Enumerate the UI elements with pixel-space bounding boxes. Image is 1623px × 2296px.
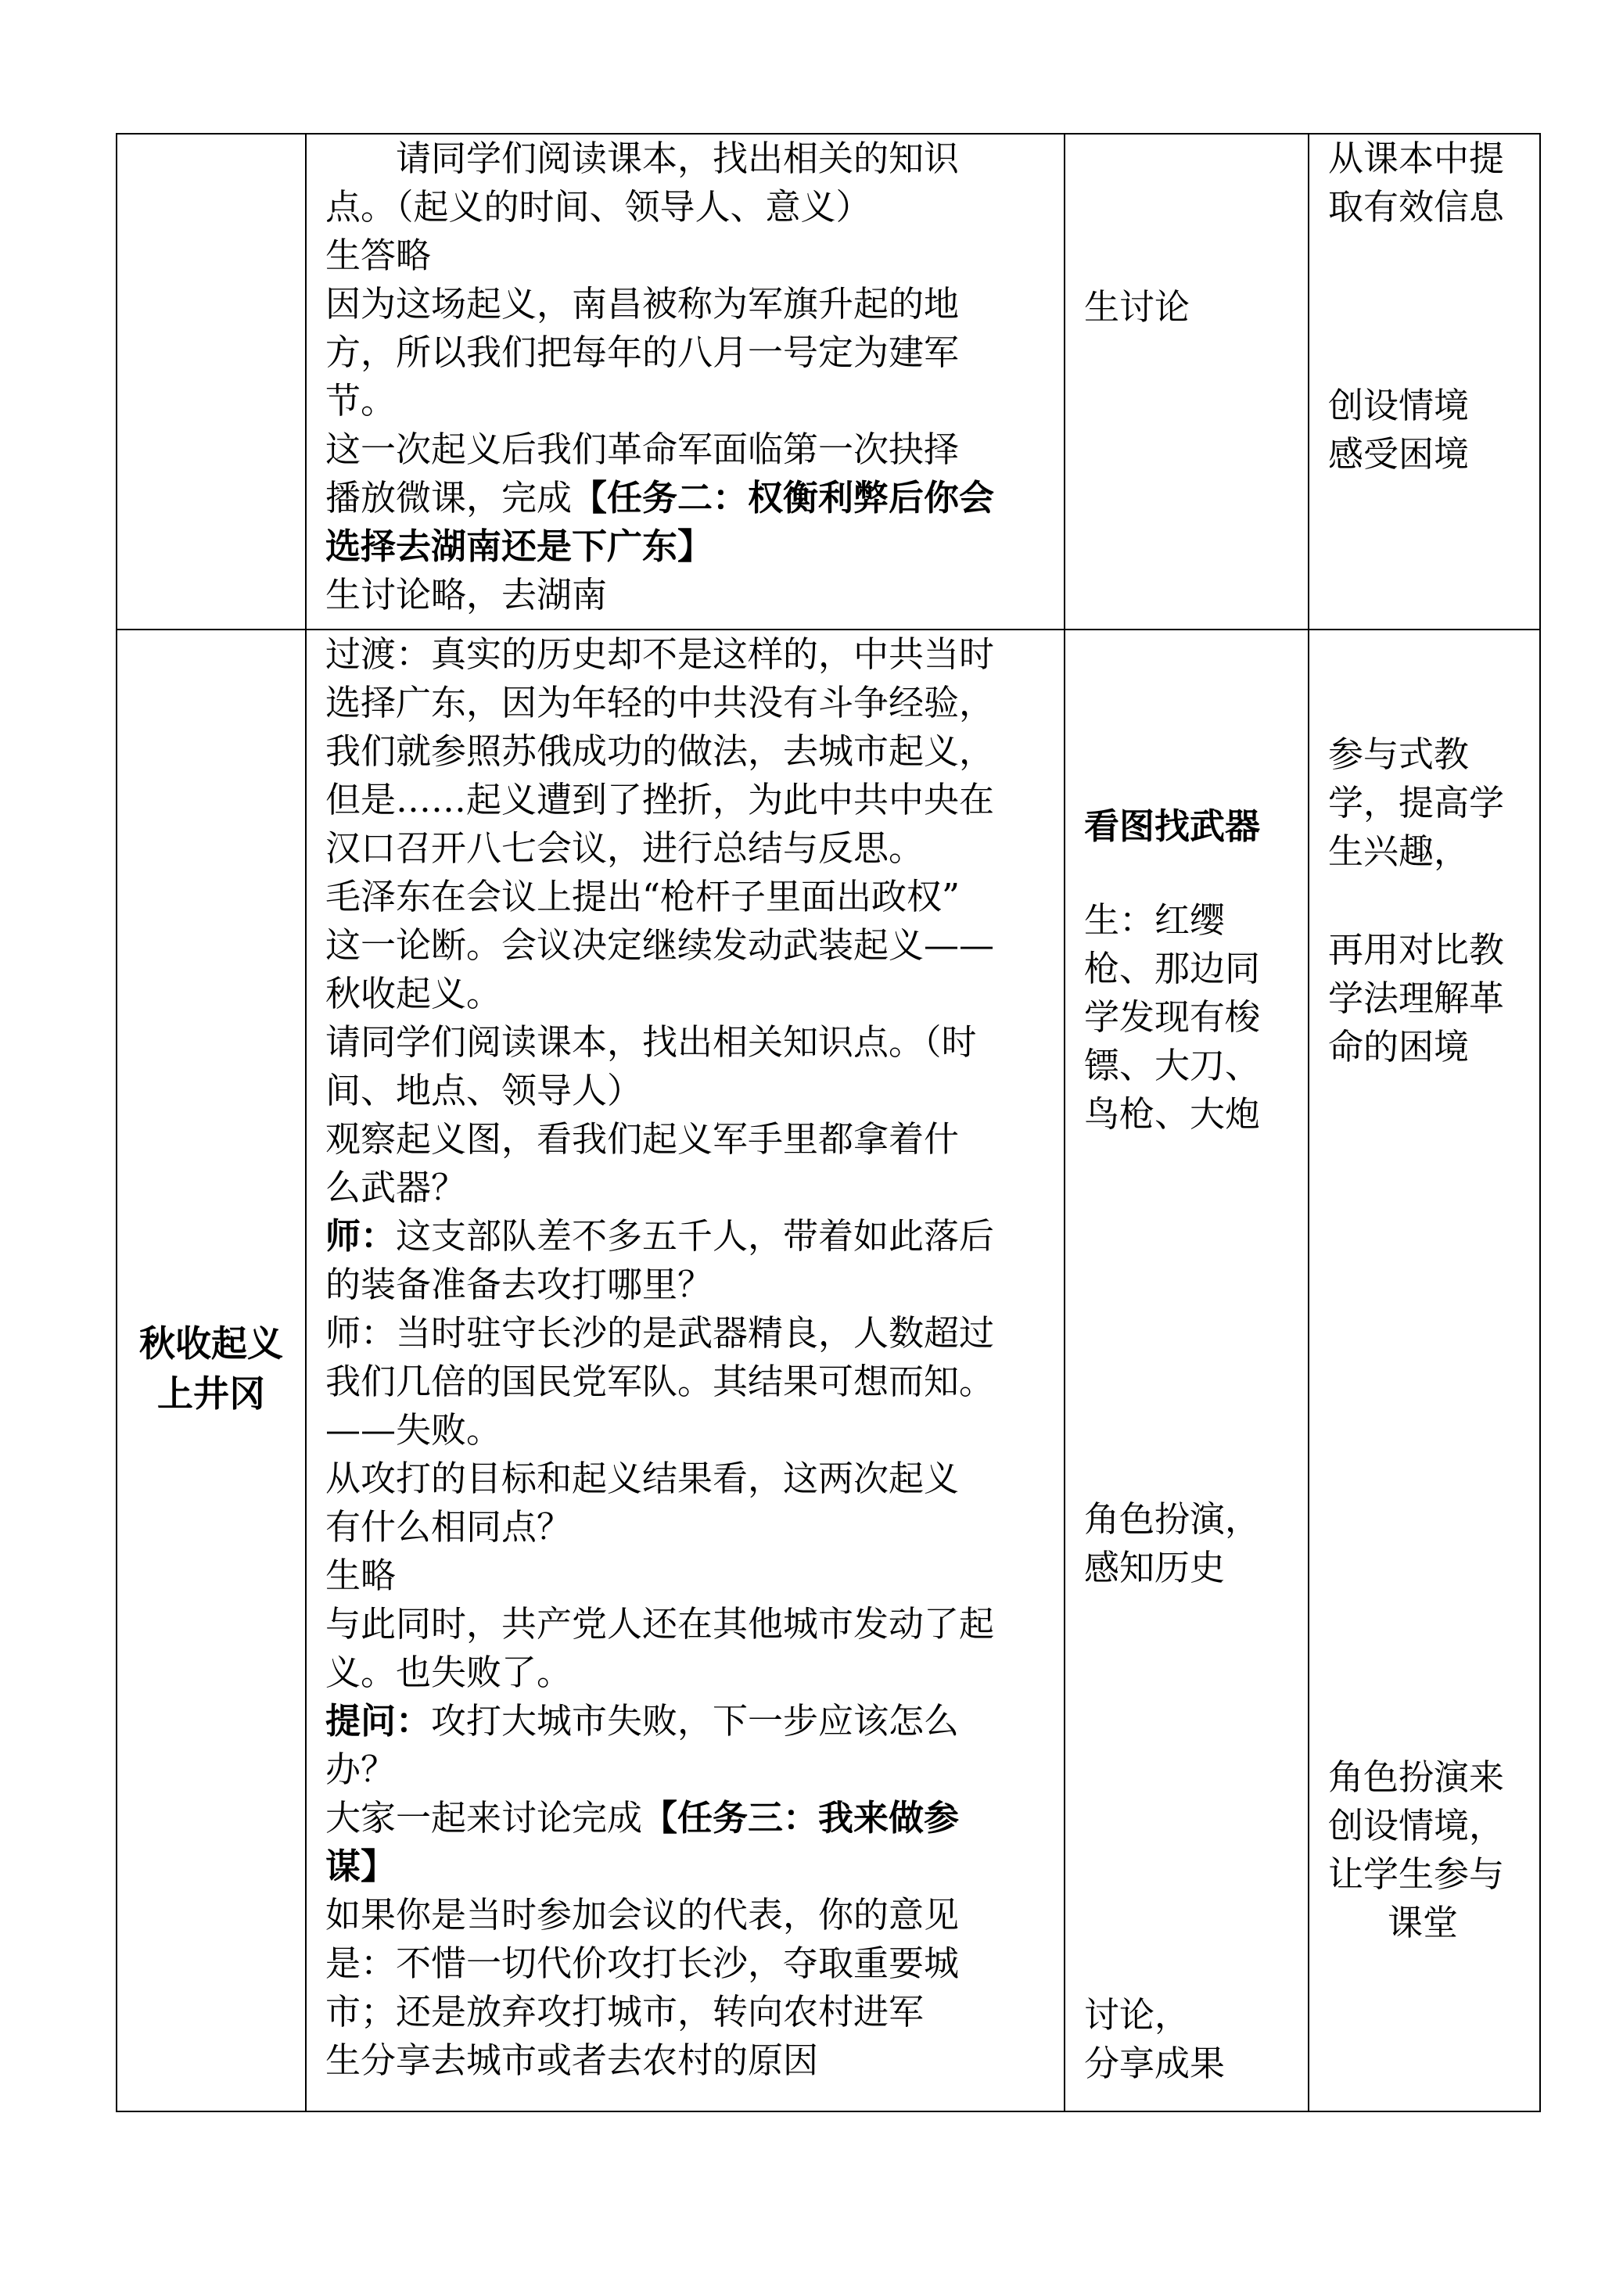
purpose-text: 命的困境 — [1328, 1026, 1470, 1067]
activity-text: 讨论， — [1084, 1994, 1190, 2036]
content-line: 过渡：真实的历史却不是这样的，中共当时 — [325, 633, 995, 675]
purpose-text: 让学生参与 — [1328, 1853, 1505, 1895]
content-line: 从攻打的目标和起义结果看，这两次起义 — [325, 1458, 960, 1499]
stage-cell — [117, 630, 306, 2111]
task-two-heading: 【任务二：权衡利弊后你会 — [572, 477, 995, 518]
content-line: 请同学们阅读课本，找出相关知识点。（时 — [325, 1021, 977, 1063]
content-line: 生略 — [325, 1555, 397, 1596]
content-line: 么武器？ — [325, 1167, 467, 1208]
content-line: 点。（起义的时间、领导人、意义） — [325, 186, 871, 228]
purpose-text: 学，提高学 — [1328, 782, 1505, 823]
table-row — [117, 630, 1540, 2111]
purpose-text: 创设情境 — [1328, 385, 1470, 426]
content-line: 市；还是放弃攻打城市，转向农村进军 — [325, 1991, 925, 2032]
purpose-cell — [1309, 134, 1540, 630]
content-cell — [306, 630, 1065, 2111]
content-line — [325, 1794, 959, 1842]
content-line: 我们几倍的国民党军队。其结果可想而知。 — [325, 1361, 995, 1402]
content-line: 但是……起义遭到了挫折，为此中共中央在 — [325, 779, 995, 820]
purpose-text: 再用对比教 — [1328, 929, 1505, 970]
purpose-text: 从课本中提 — [1328, 138, 1505, 179]
content-line: 请同学们阅读课本，找出相关的知识 — [325, 138, 960, 179]
content-line: 这一论断。会议决定继续发动武装起义—— — [325, 924, 995, 966]
content-line: 秋收起义。 — [325, 973, 502, 1014]
content-line: 这一次起义后我们革命军面临第一次抉择 — [325, 429, 960, 470]
content-line: 生答略 — [325, 235, 432, 276]
content-line: 师：当时驻守长沙的是武器精良，人数超过 — [325, 1312, 995, 1354]
stage-title: 秋收起义 — [139, 1322, 283, 1365]
content-line: 的装备准备去攻打哪里？ — [325, 1264, 713, 1305]
speaker-label: 师： — [325, 1215, 397, 1257]
activity-text: 鸟枪、大炮 — [1084, 1093, 1261, 1135]
content-line — [325, 1212, 994, 1261]
purpose-text: 角色扮演来 — [1328, 1756, 1505, 1798]
content-line: 汉口召开八七会议，进行总结与反思。 — [325, 827, 925, 869]
activity-text: 镖、大刀、 — [1084, 1045, 1261, 1086]
content-line: 有什么相同点？ — [325, 1506, 573, 1548]
content-line: 与此同时，共产党人还在其他城市发动了起 — [325, 1603, 995, 1645]
content-line: ——失败。 — [325, 1409, 502, 1451]
content-line: 毛泽东在会议上提出“枪杆子里面出政权” — [325, 876, 961, 917]
content-line: 方，所以我们把每年的八月一号定为建军 — [325, 332, 960, 373]
content-line: 义。也失败了。 — [325, 1652, 573, 1693]
lesson-plan-table — [116, 133, 1541, 2112]
content-line: 节。 — [325, 380, 397, 422]
purpose-text: 参与式教 — [1328, 734, 1470, 775]
purpose-cell — [1309, 630, 1540, 2111]
content-line: 间、地点、领导人） — [325, 1070, 643, 1111]
content-line: 观察起义图，看我们起义军手里都拿着什 — [325, 1118, 960, 1160]
stage-cell-empty — [117, 134, 306, 630]
table-row — [117, 134, 1540, 630]
content-line — [325, 1697, 959, 1745]
purpose-text: 课堂 — [1388, 1902, 1459, 1943]
activity-cell — [1065, 630, 1309, 2111]
content-line: 是：不惜一切代价攻打长沙，夺取重要城 — [325, 1943, 960, 1984]
activity-text: 分享成果 — [1084, 2043, 1226, 2084]
purpose-text: 生兴趣， — [1328, 831, 1470, 872]
content-line — [325, 474, 994, 522]
task-three-heading: 谋】 — [325, 1846, 397, 1887]
purpose-text: 创设情境， — [1328, 1805, 1505, 1846]
activity-text: 生：红缨 — [1084, 899, 1226, 941]
content-line: 如果你是当时参加会议的代表，你的意见 — [325, 1894, 960, 1935]
task-two-heading: 选择去湖南还是下广东】 — [325, 526, 713, 567]
content-text: 播放微课，完成 — [325, 477, 573, 518]
speaker-label: 提问： — [325, 1700, 432, 1742]
activity-text: 生讨论 — [1084, 286, 1190, 328]
content-line: 生分享去城市或者去农村的原因 — [325, 2039, 819, 2081]
stage-title: 上井冈 — [157, 1372, 265, 1415]
content-text: 大家一起来讨论完成 — [325, 1797, 643, 1839]
purpose-text: 感受困境 — [1328, 433, 1470, 475]
task-three-heading: 【任务三：我来做参 — [642, 1797, 960, 1839]
activity-text: 感知历史 — [1084, 1547, 1226, 1588]
content-cell — [306, 134, 1065, 630]
activity-text: 学发现有梭 — [1084, 996, 1261, 1038]
content-line: 办？ — [325, 1749, 397, 1790]
activity-cell — [1065, 134, 1309, 630]
content-text: 这支部队差不多五千人，带着如此落后 — [396, 1215, 995, 1257]
content-line: 生讨论略，去湖南 — [325, 574, 608, 615]
activity-heading: 看图找武器 — [1084, 805, 1261, 847]
purpose-text: 学法理解革 — [1328, 978, 1505, 1019]
content-line: 因为这场起义，南昌被称为军旗升起的地 — [325, 283, 960, 325]
activity-text: 枪、那边同 — [1084, 948, 1261, 989]
content-line: 选择广东，因为年轻的中共没有斗争经验， — [325, 682, 995, 723]
content-text: 攻打大城市失败，下一步应该怎么 — [431, 1700, 960, 1742]
purpose-text: 取有效信息 — [1328, 186, 1505, 228]
content-line: 我们就参照苏俄成功的做法，去城市起义， — [325, 730, 995, 772]
activity-text: 角色扮演， — [1084, 1498, 1261, 1540]
